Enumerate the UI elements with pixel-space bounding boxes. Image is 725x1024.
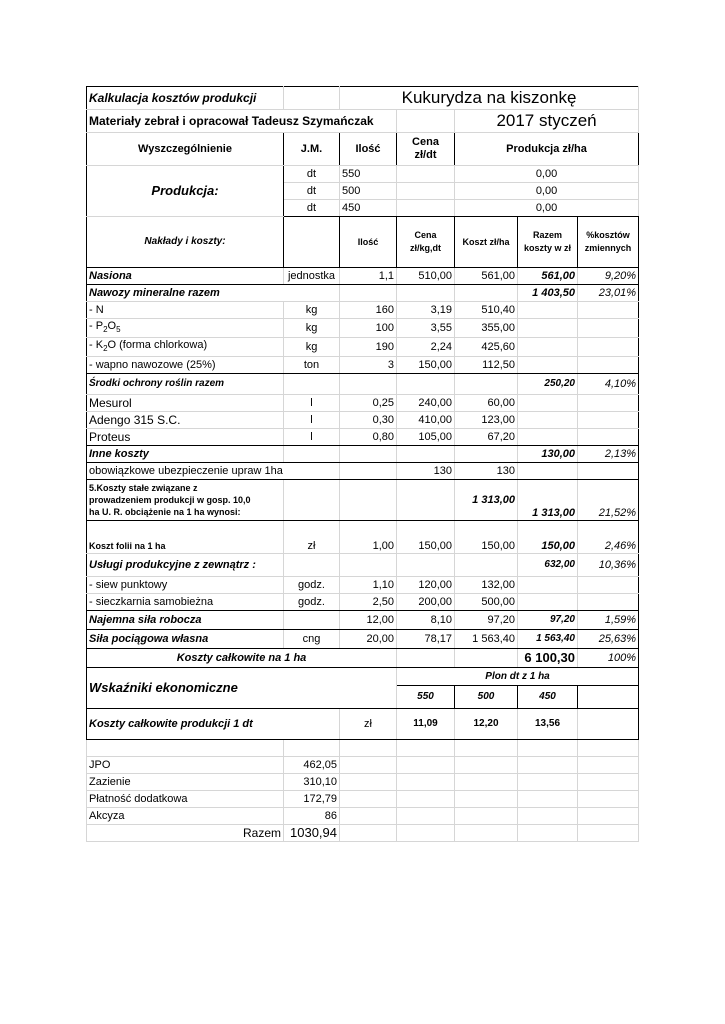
costs-label: Nakłady i koszty: bbox=[87, 217, 284, 268]
date-label: 2017 styczeń bbox=[455, 110, 639, 133]
other-costs-row: Inne koszty 130,00 2,13% bbox=[87, 446, 639, 463]
production-row-3: dt 450 0,00 bbox=[87, 200, 639, 217]
indicators-row-1: Wskaźniki ekonomiczne Plon dt z 1 ha bbox=[87, 668, 639, 685]
total-costs-row: Koszty całkowite na 1 ha 6 100,30 100% bbox=[87, 649, 639, 668]
production-row-1: Produkcja: dt 550 0,00 bbox=[87, 166, 639, 183]
subsidy-row: JPO 462,05 bbox=[87, 757, 639, 774]
col-unit: J.M. bbox=[284, 133, 340, 166]
cost-table bbox=[86, 86, 639, 842]
subsidy-row: Zazienie 310,10 bbox=[87, 774, 639, 791]
header-row-1 bbox=[87, 133, 639, 166]
crop-name: Kukurydza na kiszonkę bbox=[340, 87, 639, 110]
seeds-row: Nasiona jednostka 1,1 510,00 561,00 561,00 9,20% bbox=[87, 268, 639, 285]
service-item: - siew punktowy godz. 1,10 120,00 132,00 bbox=[87, 577, 639, 594]
fertilizer-p2o5: - $P_2O_5$ kg 100 3,55 355,00 bbox=[87, 319, 639, 338]
indicators-row-2: 550 500 450 bbox=[87, 685, 639, 709]
production-label: Produkcja: bbox=[87, 166, 284, 217]
fixed-costs-row: 5.Koszty stałe związane z prowadzeniem produkcji w gosp. 10,0 ha U. R. obciążenie na 1 ha wynosi: 1 313,00 1 313,00 21,52% bbox=[87, 480, 639, 521]
indicators-label: Wskaźniki ekonomiczne bbox=[87, 668, 397, 709]
protection-row: Środki ochrony roślin razem 250,20 4,10% bbox=[87, 374, 639, 395]
protection-item: Mesurol l 0,25 240,00 60,00 bbox=[87, 395, 639, 412]
header-row-2: Nakłady i koszty: Ilość Cena zł/kg,dt Koszt zł/ha Razem koszty w zł %kosztów zmiennych bbox=[87, 217, 639, 268]
author-note: Materiały zebrał i opracował Tadeusz Szymańczak bbox=[87, 110, 397, 133]
protection-item: Proteus l 0,80 105,00 67,20 bbox=[87, 429, 639, 446]
protection-item: Adengo 315 S.C. l 0,30 410,00 123,00 bbox=[87, 412, 639, 429]
fertilizer-lime: - wapno nawozowe (25%) ton 3 150,00 112,50 bbox=[87, 357, 639, 374]
fertilizers-row: Nawozy mineralne razem 1 403,50 23,01% bbox=[87, 285, 639, 302]
spacer-row bbox=[87, 740, 639, 757]
service-item: - sieczkarnia samobieżna godz. 2,50 200,00 500,00 bbox=[87, 594, 639, 611]
subsidy-row: Płatność dodatkowa 172,79 bbox=[87, 791, 639, 808]
subsidy-sum-row: Razem 1030,94 bbox=[87, 825, 639, 842]
col-qty: Ilość bbox=[340, 133, 397, 166]
unit-cost-row: Koszty całkowite produkcji 1 dt zł 11,09 12,20 13,56 bbox=[87, 709, 639, 740]
sheet-title: Kalkulacja kosztów produkcji bbox=[87, 87, 284, 110]
subsidy-row: Akcyza 86 bbox=[87, 808, 639, 825]
services-row: Usługi produkcyjne z zewnątrz : 632,00 10,36% bbox=[87, 554, 639, 577]
insurance-row: obowiązkowe ubezpieczenie upraw 1ha 130 130 bbox=[87, 463, 639, 480]
foil-row: Koszt folii na 1 ha zł 1,00 150,00 150,00 150,00 2,46% bbox=[87, 521, 639, 554]
title-row bbox=[87, 87, 639, 110]
production-row-2: dt 500 0,00 bbox=[87, 183, 639, 200]
col-item: Wyszczególnienie bbox=[87, 133, 284, 166]
traction-row: Siła pociągowa własna cng 20,00 78,17 1 563,40 1 563,40 25,63% bbox=[87, 630, 639, 649]
col-price: Cena zł/dt bbox=[397, 133, 455, 166]
author-row bbox=[87, 110, 639, 133]
fertilizer-n: - N kg 160 3,19 510,40 bbox=[87, 302, 639, 319]
col-production: Produkcja zł/ha bbox=[455, 133, 639, 166]
calculation-sheet bbox=[86, 86, 638, 842]
labor-row: Najemna siła robocza 12,00 8,10 97,20 97,20 1,59% bbox=[87, 611, 639, 630]
fertilizer-k2o: - $K_2O$ (forma chlorkowa) kg 190 2,24 425,60 bbox=[87, 338, 639, 357]
